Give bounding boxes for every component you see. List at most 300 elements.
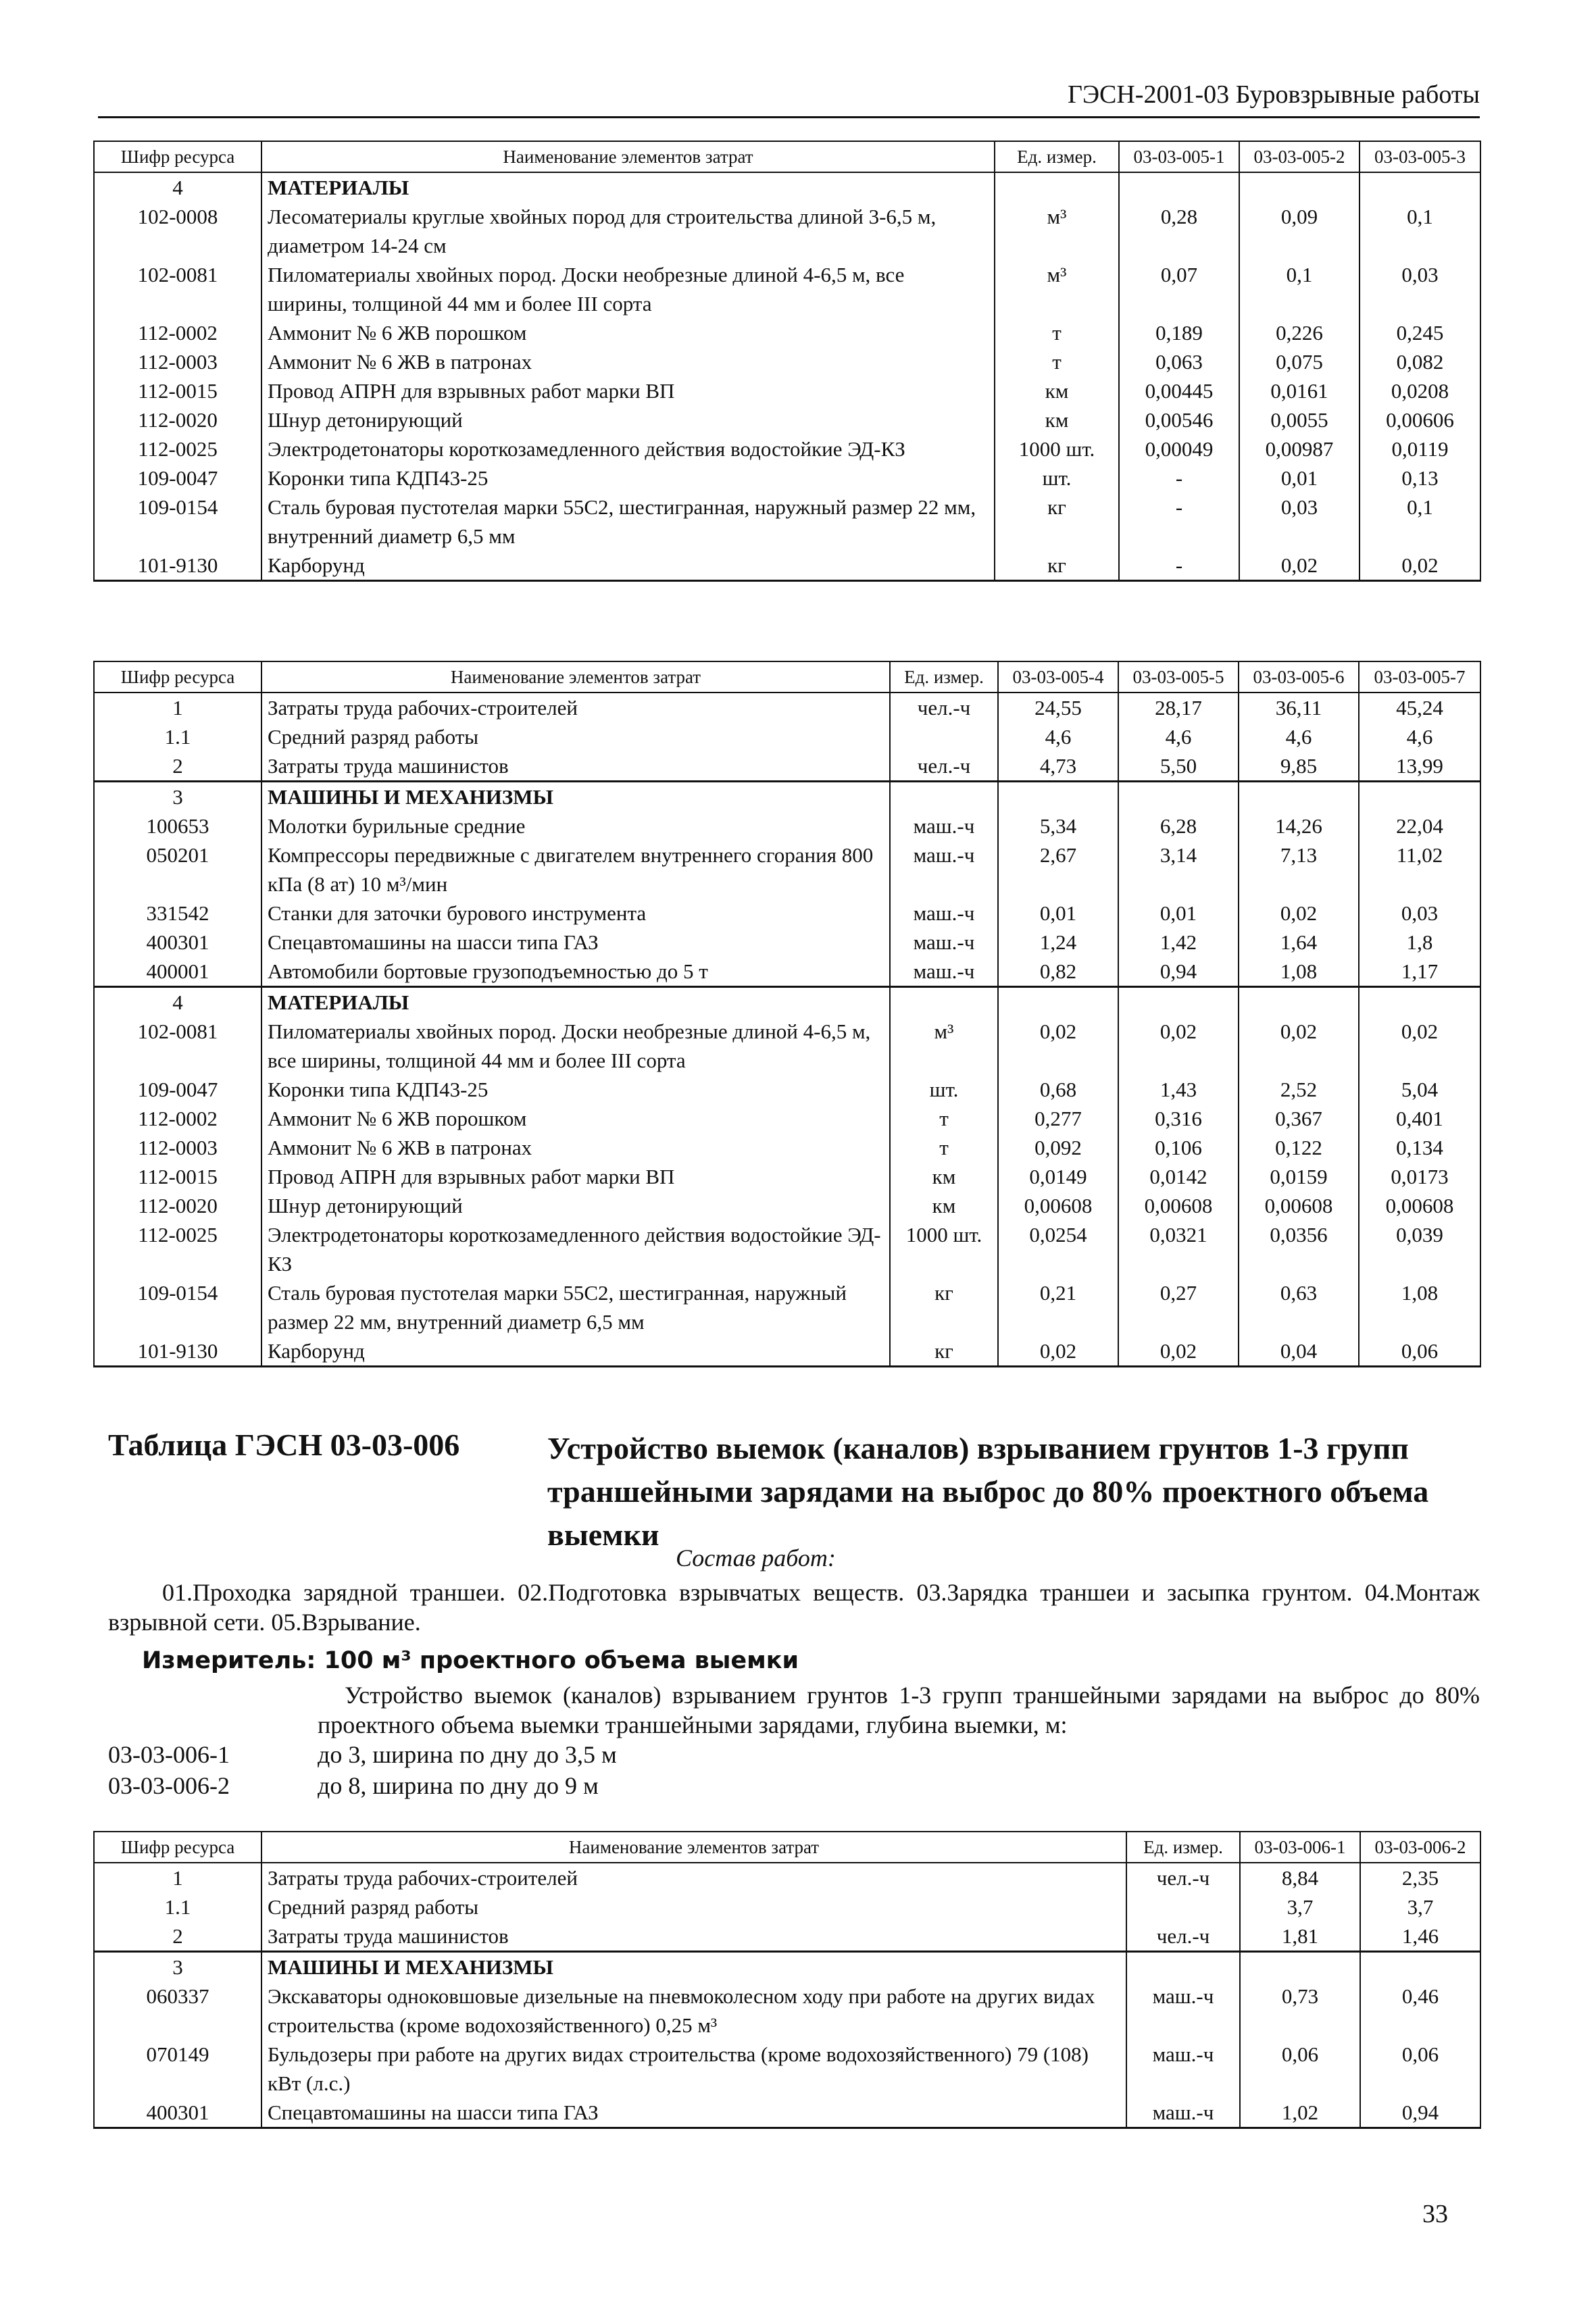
value-cell: 0,00606 [1360,405,1480,434]
value-cell: 0,134 [1359,1133,1480,1162]
resource-code: 102-0081 [94,260,261,318]
value-cell [1360,172,1480,202]
table-row [94,260,1480,318]
unit-cell: кг [995,551,1119,581]
unit-cell [995,172,1119,202]
value-cell: 0,1 [1239,260,1360,318]
resource-table-005-4-7 [93,661,1481,1367]
resource-code: 2 [94,751,261,782]
value-cell: 5,34 [998,811,1118,840]
value-cell: 0,00546 [1119,405,1239,434]
unit-cell: т [995,347,1119,376]
section-row [94,1952,1480,1982]
table-row [94,1892,1480,1921]
resource-name: Бульдозеры при работе на других видах строительства (кроме водохозяйственного) 79 (108) кВт (л.с.) [261,2040,1126,2098]
value-cell: - [1119,493,1239,551]
resource-code: 112-0015 [94,376,261,405]
value-cell: 4,6 [1239,722,1359,751]
header-norm: 03-03-006-1 [1240,1832,1360,1863]
value-cell: 3,14 [1118,840,1239,899]
value-cell: 1,81 [1240,1921,1360,1952]
resource-code: 112-0025 [94,1220,261,1278]
table-row [94,202,1480,260]
value-cell: 3,7 [1360,1892,1480,1921]
resource-name: Аммонит № 6 ЖВ в патронах [261,1133,890,1162]
resource-code: 1.1 [94,1892,261,1921]
header-norm: 03-03-005-5 [1118,661,1239,693]
resource-code: 112-0003 [94,1133,261,1162]
section-title: МАТЕРИАЛЫ [261,987,890,1017]
resource-name: Экскаваторы одноковшовые дизельные на пневмоколесном ходу при работе на других видах строительства (кроме водохозяйственного) 0,25 м³ [261,1982,1126,2040]
resource-code: 112-0020 [94,405,261,434]
table-title: Устройство выемок (каналов) взрыванием грунтов 1-3 групп траншейными зарядами на выброс до 80% проектного объема выемки [547,1431,1429,1552]
unit-cell: кг [890,1278,998,1336]
value-cell: 1,46 [1360,1921,1480,1952]
resource-code: 4 [94,987,261,1017]
resource-name: Провод АПРН для взрывных работ марки ВП [261,1162,890,1191]
resource-code: 109-0047 [94,1075,261,1104]
value-cell: 0,00049 [1119,434,1239,463]
value-cell: 0,02 [1239,1017,1359,1075]
value-cell: - [1119,463,1239,493]
value-cell: 0,02 [1359,1017,1480,1075]
section-title: МАШИНЫ И МЕХАНИЗМЫ [261,1952,1126,1982]
resource-name: Пиломатериалы хвойных пород. Доски необрезные длиной 4-6,5 м, все ширины, толщиной 44 мм и более III сорта [261,260,995,318]
unit-cell: т [890,1133,998,1162]
table-row [94,1075,1480,1104]
resource-name: Карборунд [261,551,995,581]
resource-name: Аммонит № 6 ЖВ в патронах [261,347,995,376]
value-cell: 6,28 [1118,811,1239,840]
resource-code: 3 [94,1952,261,1982]
norm-description: Устройство выемок (каналов) взрыванием грунтов 1-3 групп траншейными зарядами на выброс до 80% проектного объема выемки траншейными зарядами, глубина выемки, м: [318,1682,1480,1738]
resource-name: Коронки типа КДП43-25 [261,1075,890,1104]
unit-cell: т [890,1104,998,1133]
resource-name: Шнур детонирующий [261,1191,890,1220]
table-row [94,318,1480,347]
value-cell [1239,987,1359,1017]
unit-cell: шт. [995,463,1119,493]
value-cell: - [1119,551,1239,581]
table-header-row [94,661,1480,693]
value-cell: 0,00445 [1119,376,1239,405]
unit-cell: чел.-ч [1126,1863,1240,1892]
value-cell: 4,73 [998,751,1118,782]
value-cell: 0,03 [1239,493,1360,551]
value-cell: 22,04 [1359,811,1480,840]
table-row [94,1220,1480,1278]
variant-text: до 8, ширина по дну до 9 м [318,1772,599,1799]
table-row [94,1017,1480,1075]
table-header-row [94,141,1480,172]
value-cell: 9,85 [1239,751,1359,782]
value-cell: 2,35 [1360,1863,1480,1892]
section-row [94,172,1480,202]
resource-name: Карборунд [261,1336,890,1367]
section-row [94,782,1480,812]
table-row [94,811,1480,840]
table-row [94,1336,1480,1367]
value-cell: 28,17 [1118,693,1239,722]
header-code: Шифр ресурса [94,661,261,693]
resource-code: 102-0008 [94,202,261,260]
unit-cell: т [995,318,1119,347]
section-row [94,987,1480,1017]
value-cell: 0,03 [1360,260,1480,318]
value-cell: 1,24 [998,928,1118,957]
value-cell [998,782,1118,812]
unit-cell [890,987,998,1017]
value-cell: 1,8 [1359,928,1480,957]
table-row [94,928,1480,957]
unit-cell: 1000 шт. [890,1220,998,1278]
resource-code: 400001 [94,957,261,987]
value-cell: 0,0119 [1360,434,1480,463]
unit-cell: кг [995,493,1119,551]
page-number: 33 [1422,2200,1448,2228]
header-code: Шифр ресурса [94,1832,261,1863]
resource-code: 1 [94,1863,261,1892]
resource-name: Автомобили бортовые грузоподъемностью до 5 т [261,957,890,987]
value-cell [1359,782,1480,812]
resource-code: 101-9130 [94,1336,261,1367]
value-cell: 0,02 [1360,551,1480,581]
resource-code: 050201 [94,840,261,899]
value-cell: 7,13 [1239,840,1359,899]
header-norm: 03-03-005-3 [1360,141,1480,172]
resource-code: 112-0015 [94,1162,261,1191]
table-row [94,1162,1480,1191]
table-row [94,840,1480,899]
value-cell: 0,00608 [998,1191,1118,1220]
value-cell: 0,46 [1360,1982,1480,2040]
table-row [94,1278,1480,1336]
value-cell: 4,6 [998,722,1118,751]
table-row [94,751,1480,782]
value-cell: 0,1 [1360,493,1480,551]
value-cell: 0,03 [1359,899,1480,928]
variant-line [108,1771,599,1801]
unit-cell: маш.-ч [1126,2098,1240,2128]
value-cell: 0,02 [998,1017,1118,1075]
value-cell: 0,68 [998,1075,1118,1104]
resource-code: 101-9130 [94,551,261,581]
resource-code: 109-0154 [94,493,261,551]
resource-code: 112-0002 [94,318,261,347]
table-row [94,1921,1480,1952]
value-cell: 5,04 [1359,1075,1480,1104]
unit-cell: маш.-ч [890,899,998,928]
header-name: Наименование элементов затрат [261,1832,1126,1863]
unit-cell: маш.-ч [1126,1982,1240,2040]
value-cell: 0,21 [998,1278,1118,1336]
unit-cell: шт. [890,1075,998,1104]
unit-cell: чел.-ч [890,751,998,782]
resource-name: Электродетонаторы короткозамедленного действия водостойкие ЭД-КЗ [261,1220,890,1278]
value-cell: 0,122 [1239,1133,1359,1162]
value-cell: 0,0161 [1239,376,1360,405]
value-cell: 0,0254 [998,1220,1118,1278]
resource-name: Спецавтомашины на шасси типа ГАЗ [261,928,890,957]
value-cell: 0,0208 [1360,376,1480,405]
value-cell: 0,0149 [998,1162,1118,1191]
resource-name: Затраты труда рабочих-строителей [261,1863,1126,1892]
table-row [94,1191,1480,1220]
resource-name: Сталь буровая пустотелая марки 55С2, шестигранная, наружный размер 22 мм, внутренний диаметр 6,5 мм [261,1278,890,1336]
value-cell: 1,08 [1359,1278,1480,1336]
resource-code: 400301 [94,2098,261,2128]
value-cell: 24,55 [998,693,1118,722]
value-cell: 0,02 [998,1336,1118,1367]
measure-unit: Измеритель: 100 м³ проектного объема выемки [142,1647,799,1674]
value-cell: 0,06 [1360,2040,1480,2098]
unit-cell: 1000 шт. [995,434,1119,463]
value-cell: 0,06 [1359,1336,1480,1367]
unit-cell: маш.-ч [890,928,998,957]
table-row [94,899,1480,928]
value-cell: 0,27 [1118,1278,1239,1336]
value-cell: 0,00987 [1239,434,1360,463]
value-cell: 5,50 [1118,751,1239,782]
value-cell [1239,172,1360,202]
value-cell: 0,04 [1239,1336,1359,1367]
resource-code: 070149 [94,2040,261,2098]
value-cell: 0,0173 [1359,1162,1480,1191]
variant-line [108,1740,617,1769]
value-cell: 0,1 [1360,202,1480,260]
value-cell: 0,277 [998,1104,1118,1133]
value-cell: 0,94 [1118,957,1239,987]
variant-text: до 3, ширина по дну до 3,5 м [318,1741,617,1768]
value-cell: 0,02 [1118,1336,1239,1367]
value-cell: 0,73 [1240,1982,1360,2040]
resource-code: 112-0025 [94,434,261,463]
value-cell: 0,07 [1119,260,1239,318]
resource-name: Спецавтомашины на шасси типа ГАЗ [261,2098,1126,2128]
header-unit: Ед. измер. [995,141,1119,172]
unit-cell [1126,1892,1240,1921]
value-cell: 0,00608 [1118,1191,1239,1220]
resource-code: 3 [94,782,261,812]
resource-code: 112-0003 [94,347,261,376]
unit-cell: км [995,376,1119,405]
value-cell: 36,11 [1239,693,1359,722]
value-cell: 45,24 [1359,693,1480,722]
value-cell: 1,64 [1239,928,1359,957]
section-title: МАТЕРИАЛЫ [261,172,995,202]
unit-cell: км [890,1191,998,1220]
unit-cell: маш.-ч [890,811,998,840]
value-cell: 3,7 [1240,1892,1360,1921]
value-cell: 0,401 [1359,1104,1480,1133]
resource-code: 1.1 [94,722,261,751]
value-cell [1360,1952,1480,1982]
header-norm: 03-03-005-1 [1119,141,1239,172]
value-cell: 0,02 [1239,899,1359,928]
value-cell: 14,26 [1239,811,1359,840]
table-row [94,347,1480,376]
value-cell [1118,782,1239,812]
value-cell: 0,226 [1239,318,1360,347]
resource-name: Пиломатериалы хвойных пород. Доски необрезные длиной 4-6,5 м, все ширины, толщиной 44 мм и более III сорта [261,1017,890,1075]
value-cell: 1,43 [1118,1075,1239,1104]
table-number: Таблица ГЭСН 03-03-006 [108,1428,460,1462]
unit-cell [890,722,998,751]
resource-code: 2 [94,1921,261,1952]
unit-cell: кг [890,1336,998,1367]
value-cell: 0,01 [998,899,1118,928]
unit-cell [1126,1952,1240,1982]
table-row [94,957,1480,987]
unit-cell: чел.-ч [1126,1921,1240,1952]
value-cell: 0,06 [1240,2040,1360,2098]
resource-table-005-1-3 [93,141,1481,582]
table-row [94,693,1480,722]
header-norm: 03-03-005-2 [1239,141,1360,172]
resource-name: Затраты труда машинистов [261,751,890,782]
value-cell: 11,02 [1359,840,1480,899]
value-cell [1240,1952,1360,1982]
header-norm: 03-03-005-4 [998,661,1118,693]
resource-name: Коронки типа КДП43-25 [261,463,995,493]
resource-name: Средний разряд работы [261,722,890,751]
unit-cell: км [890,1162,998,1191]
value-cell: 0,00608 [1239,1191,1359,1220]
value-cell: 0,02 [1118,1017,1239,1075]
value-cell: 0,01 [1239,463,1360,493]
resource-code: 400301 [94,928,261,957]
value-cell: 0,039 [1359,1220,1480,1278]
value-cell: 0,0055 [1239,405,1360,434]
resource-name: Аммонит № 6 ЖВ порошком [261,1104,890,1133]
table-row [94,405,1480,434]
unit-cell: м³ [890,1017,998,1075]
value-cell: 0,94 [1360,2098,1480,2128]
table-row [94,551,1480,581]
header-norm: 03-03-005-6 [1239,661,1359,693]
resource-code: 109-0154 [94,1278,261,1336]
running-header: ГЭСН-2001-03 Буровзрывные работы [98,80,1480,118]
value-cell: 0,106 [1118,1133,1239,1162]
value-cell: 0,0356 [1239,1220,1359,1278]
resource-name: Станки для заточки бурового инструмента [261,899,890,928]
header-name: Наименование элементов затрат [261,661,890,693]
resource-code: 112-0020 [94,1191,261,1220]
value-cell: 0,02 [1239,551,1360,581]
table-row [94,1133,1480,1162]
resource-name: Шнур детонирующий [261,405,995,434]
resource-code: 060337 [94,1982,261,2040]
table-row [94,1104,1480,1133]
value-cell: 0,82 [998,957,1118,987]
section-title: МАШИНЫ И МЕХАНИЗМЫ [261,782,890,812]
value-cell [1239,782,1359,812]
table-header-row [94,1832,1480,1863]
resource-name: Компрессоры передвижные с двигателем внутреннего сгорания 800 кПа (8 ат) 10 м³/мин [261,840,890,899]
table-row [94,376,1480,405]
unit-cell: маш.-ч [890,840,998,899]
value-cell: 1,08 [1239,957,1359,987]
header-code: Шифр ресурса [94,141,261,172]
table-row [94,1863,1480,1892]
value-cell: 0,082 [1360,347,1480,376]
value-cell: 0,0142 [1118,1162,1239,1191]
value-cell: 8,84 [1240,1863,1360,1892]
value-cell: 2,52 [1239,1075,1359,1104]
variant-code: 03-03-006-2 [108,1772,230,1799]
value-cell: 4,6 [1359,722,1480,751]
header-norm: 03-03-006-2 [1360,1832,1480,1863]
table-row [94,493,1480,551]
value-cell: 0,0321 [1118,1220,1239,1278]
resource-table-006 [93,1831,1481,2129]
unit-cell: маш.-ч [1126,2040,1240,2098]
table-row [94,1982,1480,2040]
value-cell: 0,28 [1119,202,1239,260]
resource-name: Средний разряд работы [261,1892,1126,1921]
value-cell: 0,245 [1360,318,1480,347]
value-cell [1359,987,1480,1017]
value-cell: 0,189 [1119,318,1239,347]
value-cell: 1,42 [1118,928,1239,957]
value-cell: 0,316 [1118,1104,1239,1133]
resource-code: 331542 [94,899,261,928]
unit-cell: чел.-ч [890,693,998,722]
resource-code: 109-0047 [94,463,261,493]
value-cell [998,987,1118,1017]
value-cell: 0,13 [1360,463,1480,493]
value-cell: 2,67 [998,840,1118,899]
resource-name: Лесоматериалы круглые хвойных пород для строительства длиной 3-6,5 м, диаметром 14-24 см [261,202,995,260]
resource-code: 112-0002 [94,1104,261,1133]
value-cell: 0,0159 [1239,1162,1359,1191]
unit-cell: км [995,405,1119,434]
resource-name: Провод АПРН для взрывных работ марки ВП [261,376,995,405]
table-row [94,2098,1480,2128]
variant-code: 03-03-006-1 [108,1741,230,1768]
value-cell: 0,063 [1119,347,1239,376]
value-cell: 1,02 [1240,2098,1360,2128]
table-row [94,463,1480,493]
value-cell: 0,367 [1239,1104,1359,1133]
value-cell: 1,17 [1359,957,1480,987]
value-cell [1118,987,1239,1017]
value-cell: 0,075 [1239,347,1360,376]
resource-code: 1 [94,693,261,722]
unit-cell: м³ [995,260,1119,318]
table-row [94,722,1480,751]
table-row [94,2040,1480,2098]
value-cell: 13,99 [1359,751,1480,782]
table-row [94,434,1480,463]
resource-name: Затраты труда рабочих-строителей [261,693,890,722]
unit-cell: маш.-ч [890,957,998,987]
unit-cell: м³ [995,202,1119,260]
resource-code: 4 [94,172,261,202]
resource-code: 102-0081 [94,1017,261,1075]
resource-name: Аммонит № 6 ЖВ порошком [261,318,995,347]
resource-name: Электродетонаторы короткозамедленного действия водостойкие ЭД-КЗ [261,434,995,463]
value-cell: 0,00608 [1359,1191,1480,1220]
header-unit: Ед. измер. [1126,1832,1240,1863]
resource-name: Затраты труда машинистов [261,1921,1126,1952]
works-list: 01.Проходка зарядной траншеи. 02.Подготовка взрывчатых веществ. 03.Зарядка траншеи и засыпка грунтом. 04.Монтаж взрывной сети. 05.Взрывание. [108,1579,1480,1636]
header-norm: 03-03-005-7 [1359,661,1480,693]
header-unit: Ед. измер. [890,661,998,693]
unit-cell [890,782,998,812]
value-cell: 0,63 [1239,1278,1359,1336]
resource-name: Молотки бурильные средние [261,811,890,840]
